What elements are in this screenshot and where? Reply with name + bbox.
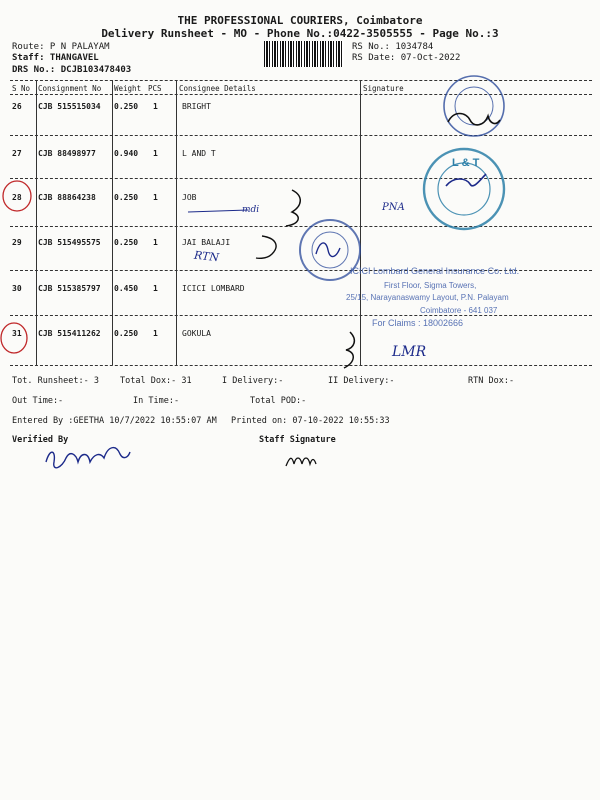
row-consignment: CJB 515385797 (38, 284, 101, 293)
red-circle-28 (3, 181, 31, 211)
row-pcs: 1 (153, 284, 158, 293)
handwritten-job-note: mdi (242, 205, 260, 215)
row-consignment: CJB 88498977 (38, 149, 96, 158)
svg-text:Coimbatore - 641 037: Coimbatore - 641 037 (420, 306, 498, 315)
col-header-signature: Signature (363, 84, 404, 93)
row-consignment: CJB 88864238 (38, 193, 96, 202)
staff-label: Staff: THANGAVEL (12, 53, 99, 63)
row-weight: 0.450 (114, 284, 139, 293)
row-consignee: GOKULA (182, 329, 211, 338)
row-weight: 0.250 (114, 193, 139, 202)
ii-delivery: II Delivery:- (328, 376, 395, 386)
handwritten-pna: PNA (382, 202, 405, 213)
handwritten-rtn: RTN (193, 248, 220, 265)
handwritten-lmr: LMR (392, 344, 427, 360)
total-pod: Total POD:- (250, 396, 307, 406)
row-pcs: 1 (153, 238, 158, 247)
entered-by: Entered By :GEETHA 10/7/2022 10:55:07 AM (12, 416, 217, 426)
row-consignee: JAI BALAJI (182, 238, 231, 247)
runsheet-subtitle: Delivery Runsheet - MO - Phone No.:0422-3505555 - Page No.:3 (101, 27, 499, 40)
row-pcs: 1 (153, 193, 158, 202)
row-weight: 0.250 (114, 238, 139, 247)
row-consignment: CJB 515515034 (38, 102, 101, 111)
row-consignee: BRIGHT (182, 102, 211, 111)
i-delivery: I Delivery:- (222, 376, 284, 386)
row-sno: 26 (12, 102, 22, 111)
red-circle-31 (1, 323, 27, 353)
row-sno: 27 (12, 149, 22, 158)
signature-scribble (286, 190, 300, 226)
drs-number: DRS No.: DCJB103478403 (12, 65, 132, 75)
out-time: Out Time:- (12, 396, 64, 406)
rs-number: RS No.: 1034784 (352, 42, 434, 52)
svg-text:L & T: L & T (452, 157, 480, 169)
svg-text:25/15, Narayanaswamy Layout, P: 25/15, Narayanaswamy Layout, P.N. Palayam (346, 293, 509, 302)
strikethrough (188, 210, 248, 212)
row-weight: 0.250 (114, 102, 139, 111)
row-pcs: 1 (153, 149, 158, 158)
row-sno: 31 (12, 329, 22, 338)
row-consignment: CJB 515411262 (38, 329, 101, 338)
company-title: THE PROFESSIONAL COURIERS, Coimbatore (177, 14, 423, 27)
bright-stamp (444, 76, 504, 136)
row-consignment: CJB 515495575 (38, 238, 101, 247)
row-weight: 0.250 (114, 329, 139, 338)
printed-on: Printed on: 07-10-2022 10:55:33 (231, 416, 390, 426)
total-dox: Total Dox:- 31 (120, 376, 192, 386)
row-pcs: 1 (153, 102, 158, 111)
col-header-consignee: Consignee Details (179, 84, 256, 93)
row-pcs: 1 (153, 329, 158, 338)
verified-by: Verified By (12, 435, 69, 445)
lt-stamp (424, 149, 504, 229)
icici-stamp (346, 266, 519, 328)
row-consignee: JOB (182, 193, 197, 202)
row-sno: 30 (12, 284, 22, 293)
rs-date: RS Date: 07-Oct-2022 (352, 53, 461, 63)
svg-text:For Claims : 18002666: For Claims : 18002666 (372, 318, 464, 328)
tot-runsheet: Tot. Runsheet:- 3 (12, 376, 99, 386)
rtn-dox: RTN Dox:- (468, 376, 515, 386)
staff-signature (286, 458, 316, 466)
route-label: Route: P N PALAYAM (12, 42, 110, 52)
row-sno: 29 (12, 238, 22, 247)
verified-by-signature (46, 448, 130, 468)
in-time: In Time:- (133, 396, 180, 406)
staff-signature-label: Staff Signature (259, 435, 336, 445)
signature-scribble (344, 332, 354, 368)
row-consignee: L AND T (182, 149, 216, 158)
signature-scribble (256, 236, 276, 258)
col-header-consignment: Consignment No (38, 84, 102, 93)
row-weight: 0.940 (114, 149, 139, 158)
col-header-sno: S No (12, 84, 31, 93)
row-sno: 28 (12, 193, 22, 202)
col-header-weight: Weight (114, 84, 142, 93)
col-header-pcs: PCS (148, 84, 162, 93)
row-consignee: ICICI LOMBARD (182, 284, 245, 293)
svg-text:ICICI Lombard General Insuranc: ICICI Lombard General Insurance Co. Ltd. (350, 266, 520, 276)
svg-text:First Floor, Sigma Towers,: First Floor, Sigma Towers, (384, 281, 477, 290)
